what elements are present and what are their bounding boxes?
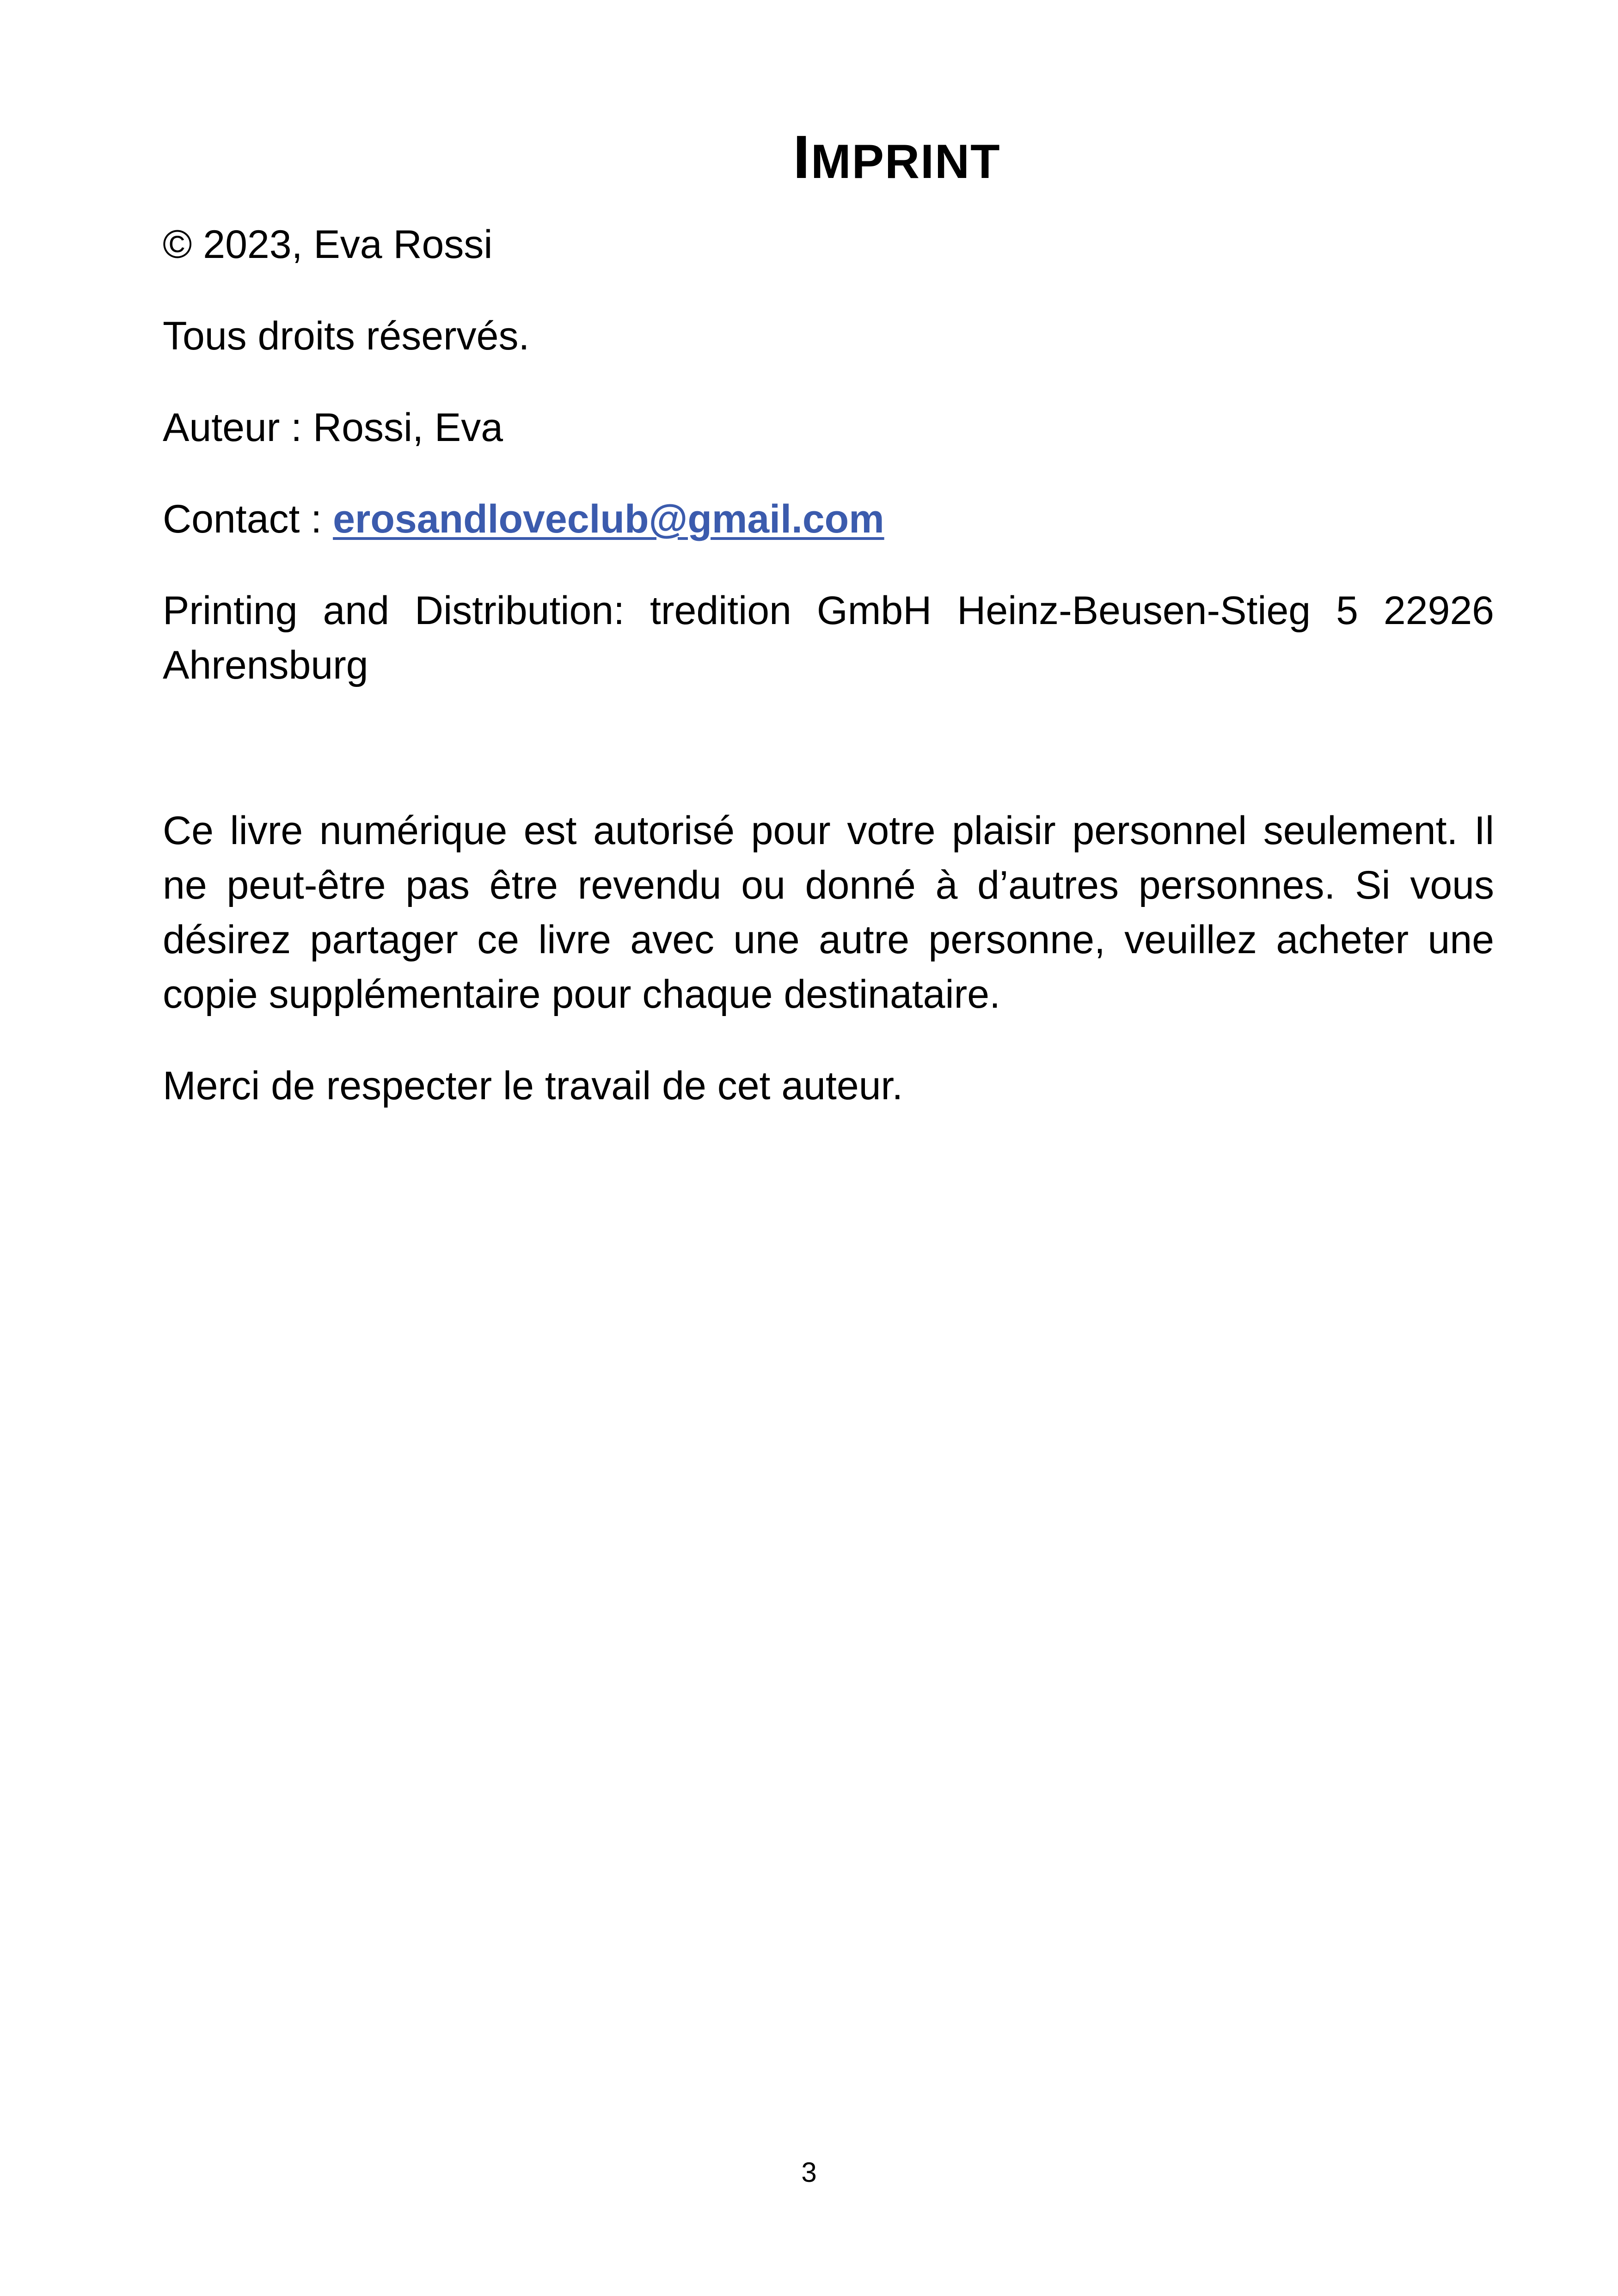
license-paragraph: Ce livre numérique est autorisé pour votre plaisir personnel seulement. Il ne peut-être pas être revendu ou donné à d’autres personnes. Si vous désirez partager ce livre avec une autre personne, veuillez acheter une copie supplémentaire pour chaque destinataire. [163, 808, 1494, 1016]
section-spacer [163, 729, 1494, 803]
imprint-body [163, 217, 1494, 1150]
rights-line: Tous droits réservés. [163, 314, 530, 358]
printing-distribution: Printing and Distribution: tredition GmbH Heinz-Beusen-Stieg 5 22926 Ahrensburg [163, 588, 1494, 687]
author-line: Auteur : Rossi, Eva [163, 405, 503, 450]
page-number: 3 [801, 2157, 817, 2188]
page-title-rest: MPRINT [811, 135, 1001, 189]
contact-line [163, 492, 1494, 546]
page-title [0, 118, 1618, 201]
contact-label: Contact : [163, 497, 333, 541]
contact-email-link[interactable]: erosandloveclub@gmail.com [333, 497, 884, 541]
page-title-initial: I [793, 123, 811, 191]
copyright-line: © 2023, Eva Rossi [163, 222, 493, 267]
thanks-line: Merci de respecter le travail de cet auteur. [163, 1064, 903, 1108]
